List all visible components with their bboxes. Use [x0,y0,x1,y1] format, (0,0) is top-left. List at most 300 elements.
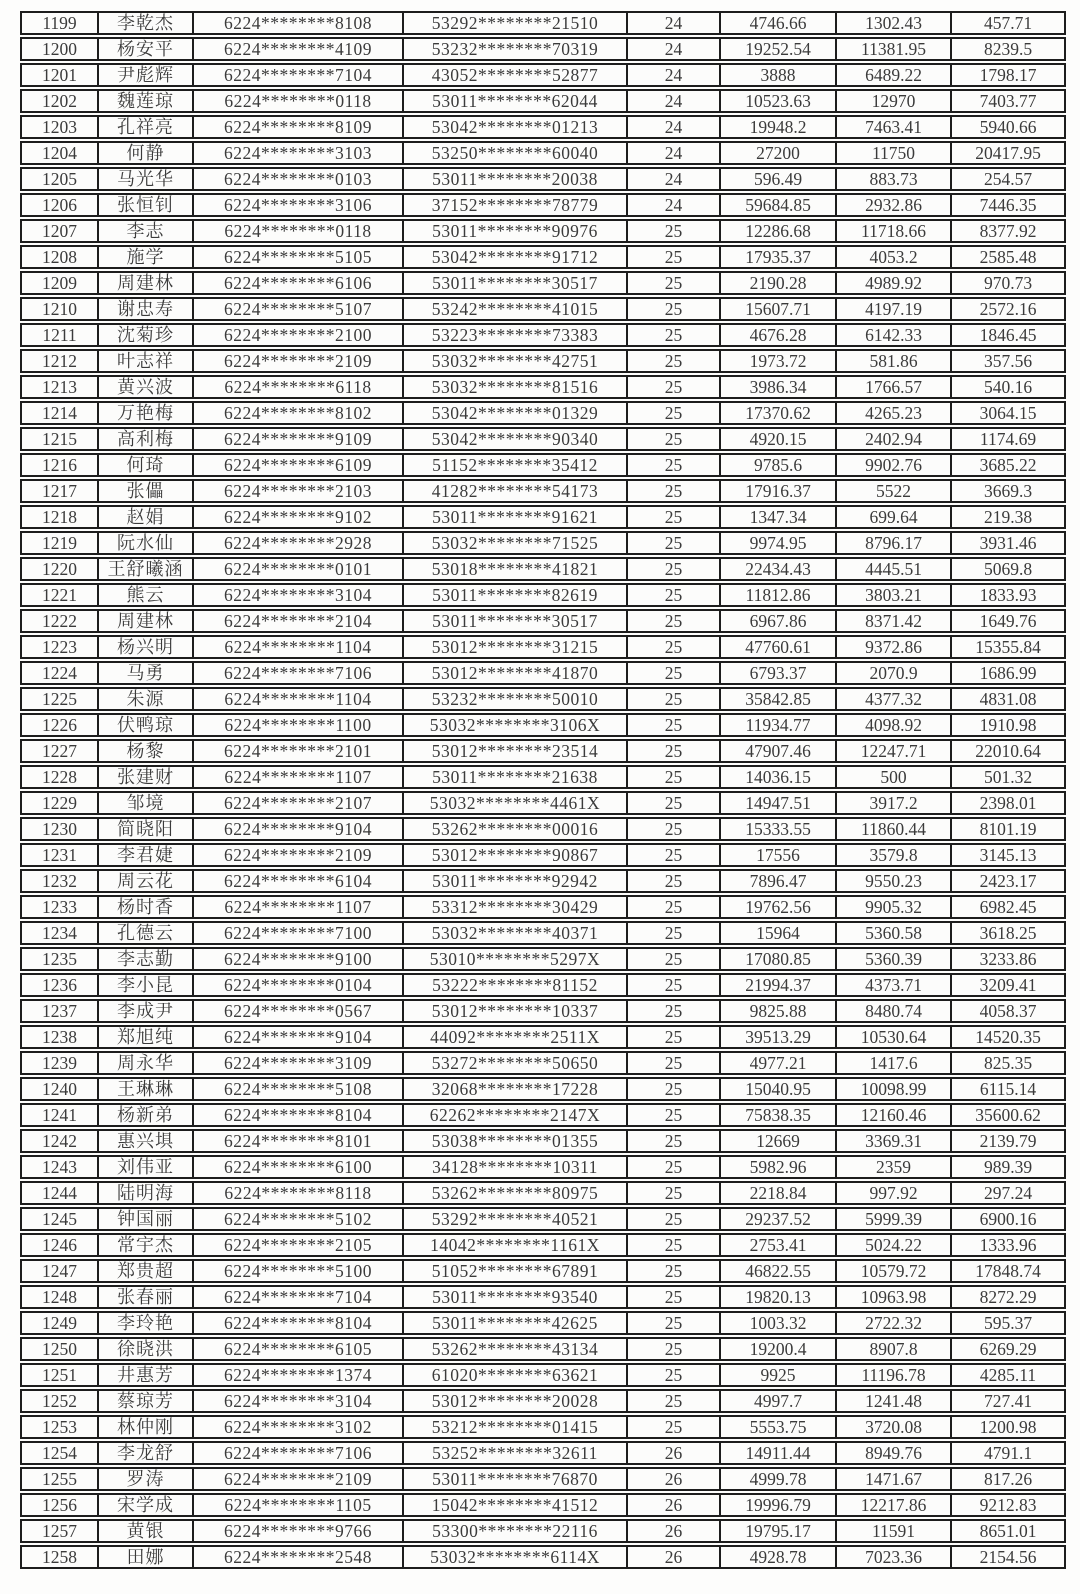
id-number-cell: 53012********10337 [403,999,627,1023]
table-row [20,635,1066,659]
name-cell: 李玲艳 [98,1311,193,1335]
card-number-cell: 6224********3103 [193,141,403,165]
card-number-cell: 6224********1105 [193,1493,403,1517]
id-number-cell: 53032********71525 [403,531,627,555]
id-number-cell: 53032********4461X [403,791,627,815]
name-cell: 蔡琼芳 [98,1389,193,1413]
row-number-cell: 1207 [20,219,98,243]
id-number-cell: 53032********40371 [403,921,627,945]
row-number-cell: 1218 [20,505,98,529]
amount-1-cell: 11812.86 [720,583,836,607]
amount-1-cell: 29237.52 [720,1207,836,1231]
id-number-cell: 53222********81152 [403,973,627,997]
id-number-cell: 53312********30429 [403,895,627,919]
amount-2-cell: 2932.86 [836,193,951,217]
card-number-cell: 6224********1104 [193,687,403,711]
amount-1-cell: 17935.37 [720,245,836,269]
table-row [20,1207,1066,1231]
name-cell: 陆明海 [98,1181,193,1205]
amount-3-cell: 3209.41 [951,973,1066,997]
name-cell: 杨安平 [98,37,193,61]
amount-3-cell: 17848.74 [951,1259,1066,1283]
name-cell: 田娜 [98,1545,193,1569]
table-row [20,1025,1066,1049]
amount-3-cell: 540.16 [951,375,1066,399]
amount-3-cell: 35600.62 [951,1103,1066,1127]
amount-1-cell: 59684.85 [720,193,836,217]
amount-1-cell: 14036.15 [720,765,836,789]
amount-1-cell: 17916.37 [720,479,836,503]
amount-3-cell: 1833.93 [951,583,1066,607]
amount-2-cell: 581.86 [836,349,951,373]
table-row [20,1363,1066,1387]
amount-3-cell: 6900.16 [951,1207,1066,1231]
row-number-cell: 1239 [20,1051,98,1075]
amount-2-cell: 1241.48 [836,1389,951,1413]
amount-3-cell: 8239.5 [951,37,1066,61]
amount-3-cell: 2423.17 [951,869,1066,893]
amount-1-cell: 4928.78 [720,1545,836,1569]
card-number-cell: 6224********2109 [193,349,403,373]
row-number-cell: 1203 [20,115,98,139]
amount-2-cell: 4989.92 [836,271,951,295]
table-row [20,1181,1066,1205]
amount-3-cell: 8377.92 [951,219,1066,243]
amount-1-cell: 47907.46 [720,739,836,763]
card-number-cell: 6224********5100 [193,1259,403,1283]
name-cell: 张儡 [98,479,193,503]
amount-1-cell: 14911.44 [720,1441,836,1465]
card-number-cell: 6224********2105 [193,1233,403,1257]
amount-3-cell: 6982.45 [951,895,1066,919]
amount-2-cell: 11750 [836,141,951,165]
table-row [20,999,1066,1023]
table-row [20,271,1066,295]
id-number-cell: 53262********43134 [403,1337,627,1361]
amount-1-cell: 15040.95 [720,1077,836,1101]
amount-2-cell: 9902.76 [836,453,951,477]
id-number-cell: 53011********91621 [403,505,627,529]
amount-3-cell: 8101.19 [951,817,1066,841]
card-number-cell: 6224********0103 [193,167,403,191]
id-number-cell: 62262********2147X [403,1103,627,1127]
period-cell: 25 [627,427,720,451]
row-number-cell: 1219 [20,531,98,555]
card-number-cell: 6224********9102 [193,505,403,529]
id-number-cell: 61020********63621 [403,1363,627,1387]
period-cell: 25 [627,1311,720,1335]
period-cell: 25 [627,661,720,685]
period-cell: 25 [627,765,720,789]
amount-2-cell: 3803.21 [836,583,951,607]
amount-1-cell: 4999.78 [720,1467,836,1491]
card-number-cell: 6224********1374 [193,1363,403,1387]
amount-2-cell: 1417.6 [836,1051,951,1075]
row-number-cell: 1211 [20,323,98,347]
card-number-cell: 6224********2109 [193,1467,403,1491]
row-number-cell: 1205 [20,167,98,191]
name-cell: 何静 [98,141,193,165]
name-cell: 宋学成 [98,1493,193,1517]
amount-3-cell: 1649.76 [951,609,1066,633]
card-number-cell: 6224********3102 [193,1415,403,1439]
id-number-cell: 53262********80975 [403,1181,627,1205]
row-number-cell: 1236 [20,973,98,997]
name-cell: 刘伟亚 [98,1155,193,1179]
row-number-cell: 1235 [20,947,98,971]
row-number-cell: 1252 [20,1389,98,1413]
amount-2-cell: 11381.95 [836,37,951,61]
amount-1-cell: 22434.43 [720,557,836,581]
name-cell: 叶志祥 [98,349,193,373]
amount-3-cell: 20417.95 [951,141,1066,165]
id-number-cell: 53011********42625 [403,1311,627,1335]
name-cell: 周云花 [98,869,193,893]
table-row [20,791,1066,815]
card-number-cell: 6224********9100 [193,947,403,971]
amount-2-cell: 12160.46 [836,1103,951,1127]
amount-1-cell: 19762.56 [720,895,836,919]
amount-3-cell: 14520.35 [951,1025,1066,1049]
table-row [20,297,1066,321]
name-cell: 伏鸭琼 [98,713,193,737]
id-number-cell: 37152********78779 [403,193,627,217]
id-number-cell: 53300********22116 [403,1519,627,1543]
row-number-cell: 1225 [20,687,98,711]
id-number-cell: 53011********90976 [403,219,627,243]
card-number-cell: 6224********8109 [193,115,403,139]
period-cell: 25 [627,349,720,373]
amount-3-cell: 4831.08 [951,687,1066,711]
row-number-cell: 1222 [20,609,98,633]
name-cell: 朱源 [98,687,193,711]
amount-3-cell: 8272.29 [951,1285,1066,1309]
amount-2-cell: 7023.36 [836,1545,951,1569]
row-number-cell: 1247 [20,1259,98,1283]
period-cell: 25 [627,1415,720,1439]
amount-1-cell: 5553.75 [720,1415,836,1439]
amount-3-cell: 727.41 [951,1389,1066,1413]
name-cell: 常宇杰 [98,1233,193,1257]
table-row [20,947,1066,971]
name-cell: 惠兴埧 [98,1129,193,1153]
row-number-cell: 1215 [20,427,98,451]
id-number-cell: 53032********81516 [403,375,627,399]
card-number-cell: 6224********5108 [193,1077,403,1101]
period-cell: 25 [627,1363,720,1387]
name-cell: 周永华 [98,1051,193,1075]
id-number-cell: 53042********90340 [403,427,627,451]
name-cell: 李志 [98,219,193,243]
table-row [20,115,1066,139]
card-number-cell: 6224********9104 [193,817,403,841]
card-number-cell: 6224********8108 [193,11,403,35]
period-cell: 24 [627,193,720,217]
amount-3-cell: 817.26 [951,1467,1066,1491]
table-row [20,401,1066,425]
amount-1-cell: 35842.85 [720,687,836,711]
period-cell: 25 [627,1025,720,1049]
period-cell: 25 [627,713,720,737]
name-cell: 马勇 [98,661,193,685]
card-number-cell: 6224********3106 [193,193,403,217]
card-number-cell: 6224********7104 [193,63,403,87]
row-number-cell: 1237 [20,999,98,1023]
amount-2-cell: 12247.71 [836,739,951,763]
amount-3-cell: 3233.86 [951,947,1066,971]
amount-1-cell: 12669 [720,1129,836,1153]
row-number-cell: 1223 [20,635,98,659]
row-number-cell: 1201 [20,63,98,87]
table-row [20,661,1066,685]
table-row [20,349,1066,373]
period-cell: 25 [627,973,720,997]
row-number-cell: 1221 [20,583,98,607]
name-cell: 简晓阳 [98,817,193,841]
card-number-cell: 6224********2101 [193,739,403,763]
period-cell: 25 [627,557,720,581]
period-cell: 25 [627,1207,720,1231]
card-number-cell: 6224********2928 [193,531,403,555]
period-cell: 25 [627,531,720,555]
amount-3-cell: 219.38 [951,505,1066,529]
period-cell: 25 [627,1389,720,1413]
amount-3-cell: 3145.13 [951,843,1066,867]
name-cell: 沈菊珍 [98,323,193,347]
amount-3-cell: 3669.3 [951,479,1066,503]
name-cell: 熊云 [98,583,193,607]
period-cell: 25 [627,1259,720,1283]
row-number-cell: 1227 [20,739,98,763]
amount-1-cell: 47760.61 [720,635,836,659]
period-cell: 25 [627,1051,720,1075]
id-number-cell: 53011********30517 [403,271,627,295]
id-number-cell: 53011********20038 [403,167,627,191]
period-cell: 26 [627,1519,720,1543]
card-number-cell: 6224********1107 [193,765,403,789]
table-row [20,557,1066,581]
id-number-cell: 53011********92942 [403,869,627,893]
id-number-cell: 53032********3106X [403,713,627,737]
name-cell: 孔德云 [98,921,193,945]
table-row [20,11,1066,35]
period-cell: 25 [627,1181,720,1205]
row-number-cell: 1254 [20,1441,98,1465]
period-cell: 25 [627,453,720,477]
period-cell: 25 [627,297,720,321]
amount-1-cell: 19948.2 [720,115,836,139]
amount-3-cell: 1333.96 [951,1233,1066,1257]
card-number-cell: 6224********3104 [193,1389,403,1413]
table-row [20,1155,1066,1179]
name-cell: 阮水仙 [98,531,193,555]
table-row [20,1233,1066,1257]
id-number-cell: 53012********20028 [403,1389,627,1413]
amount-2-cell: 4098.92 [836,713,951,737]
period-cell: 25 [627,1077,720,1101]
card-number-cell: 6224********2103 [193,479,403,503]
row-number-cell: 1258 [20,1545,98,1569]
table-row [20,89,1066,113]
amount-3-cell: 2585.48 [951,245,1066,269]
card-number-cell: 6224********0118 [193,219,403,243]
amount-3-cell: 2572.16 [951,297,1066,321]
amount-2-cell: 3369.31 [836,1129,951,1153]
row-number-cell: 1224 [20,661,98,685]
amount-2-cell: 1302.43 [836,11,951,35]
table-row [20,427,1066,451]
name-cell: 王琳琳 [98,1077,193,1101]
amount-2-cell: 12970 [836,89,951,113]
amount-3-cell: 6115.14 [951,1077,1066,1101]
table-row [20,1129,1066,1153]
id-number-cell: 53010********5297X [403,947,627,971]
id-number-cell: 32068********17228 [403,1077,627,1101]
row-number-cell: 1251 [20,1363,98,1387]
card-number-cell: 6224********6106 [193,271,403,295]
table-row [20,713,1066,737]
period-cell: 26 [627,1441,720,1465]
table-row [20,1285,1066,1309]
name-cell: 张恒钊 [98,193,193,217]
amount-3-cell: 1174.69 [951,427,1066,451]
card-number-cell: 6224********3104 [193,583,403,607]
name-cell: 孔祥亮 [98,115,193,139]
row-number-cell: 1204 [20,141,98,165]
amount-3-cell: 4285.11 [951,1363,1066,1387]
table-row [20,141,1066,165]
id-number-cell: 51152********35412 [403,453,627,477]
period-cell: 25 [627,219,720,243]
card-number-cell: 6224********5102 [193,1207,403,1231]
amount-2-cell: 5522 [836,479,951,503]
id-number-cell: 53032********6114X [403,1545,627,1569]
id-number-cell: 53292********21510 [403,11,627,35]
card-number-cell: 6224********9109 [193,427,403,451]
amount-1-cell: 9785.6 [720,453,836,477]
card-number-cell: 6224********1100 [193,713,403,737]
amount-3-cell: 2139.79 [951,1129,1066,1153]
card-number-cell: 6224********0101 [193,557,403,581]
table-row [20,583,1066,607]
period-cell: 25 [627,635,720,659]
row-number-cell: 1243 [20,1155,98,1179]
name-cell: 邹境 [98,791,193,815]
id-number-cell: 44092********2511X [403,1025,627,1049]
amount-2-cell: 3720.08 [836,1415,951,1439]
period-cell: 24 [627,37,720,61]
amount-1-cell: 4746.66 [720,11,836,35]
card-number-cell: 6224********6100 [193,1155,403,1179]
amount-3-cell: 1798.17 [951,63,1066,87]
amount-1-cell: 19200.4 [720,1337,836,1361]
period-cell: 24 [627,11,720,35]
period-cell: 26 [627,1493,720,1517]
amount-3-cell: 989.39 [951,1155,1066,1179]
table-row [20,1259,1066,1283]
records-table [20,9,1066,1571]
row-number-cell: 1250 [20,1337,98,1361]
amount-1-cell: 19252.54 [720,37,836,61]
amount-3-cell: 1846.45 [951,323,1066,347]
amount-1-cell: 17370.62 [720,401,836,425]
amount-2-cell: 8949.76 [836,1441,951,1465]
id-number-cell: 14042********1161X [403,1233,627,1257]
amount-2-cell: 4445.51 [836,557,951,581]
row-number-cell: 1220 [20,557,98,581]
amount-3-cell: 2154.56 [951,1545,1066,1569]
amount-3-cell: 254.57 [951,167,1066,191]
id-number-cell: 53012********23514 [403,739,627,763]
amount-2-cell: 4053.2 [836,245,951,269]
id-number-cell: 53011********62044 [403,89,627,113]
amount-3-cell: 15355.84 [951,635,1066,659]
name-cell: 李龙舒 [98,1441,193,1465]
amount-2-cell: 9372.86 [836,635,951,659]
id-number-cell: 53042********91712 [403,245,627,269]
amount-1-cell: 19996.79 [720,1493,836,1517]
period-cell: 25 [627,1103,720,1127]
name-cell: 井惠芳 [98,1363,193,1387]
card-number-cell: 6224********2100 [193,323,403,347]
name-cell: 赵娟 [98,505,193,529]
id-number-cell: 53012********31215 [403,635,627,659]
amount-1-cell: 596.49 [720,167,836,191]
id-number-cell: 53232********70319 [403,37,627,61]
amount-3-cell: 3618.25 [951,921,1066,945]
card-number-cell: 6224********2548 [193,1545,403,1569]
amount-3-cell: 3685.22 [951,453,1066,477]
id-number-cell: 53042********01329 [403,401,627,425]
id-number-cell: 53038********01355 [403,1129,627,1153]
row-number-cell: 1246 [20,1233,98,1257]
period-cell: 24 [627,167,720,191]
amount-1-cell: 1347.34 [720,505,836,529]
id-number-cell: 53012********90867 [403,843,627,867]
name-cell: 林仲刚 [98,1415,193,1439]
id-number-cell: 53212********01415 [403,1415,627,1439]
name-cell: 万艳梅 [98,401,193,425]
card-number-cell: 6224********2104 [193,609,403,633]
row-number-cell: 1210 [20,297,98,321]
amount-1-cell: 2753.41 [720,1233,836,1257]
name-cell: 张建财 [98,765,193,789]
card-number-cell: 6224********9104 [193,1025,403,1049]
name-cell: 周建林 [98,271,193,295]
id-number-cell: 53011********21638 [403,765,627,789]
table-row [20,895,1066,919]
amount-2-cell: 8480.74 [836,999,951,1023]
row-number-cell: 1216 [20,453,98,477]
name-cell: 尹彪辉 [98,63,193,87]
amount-3-cell: 6269.29 [951,1337,1066,1361]
row-number-cell: 1245 [20,1207,98,1231]
amount-1-cell: 4676.28 [720,323,836,347]
table-row [20,1051,1066,1075]
table-row [20,167,1066,191]
amount-2-cell: 9550.23 [836,869,951,893]
period-cell: 25 [627,817,720,841]
table-row [20,1415,1066,1439]
name-cell: 杨黎 [98,739,193,763]
period-cell: 24 [627,141,720,165]
amount-2-cell: 8796.17 [836,531,951,555]
row-number-cell: 1244 [20,1181,98,1205]
period-cell: 25 [627,921,720,945]
table-row [20,1467,1066,1491]
id-number-cell: 53011********93540 [403,1285,627,1309]
name-cell: 杨兴明 [98,635,193,659]
